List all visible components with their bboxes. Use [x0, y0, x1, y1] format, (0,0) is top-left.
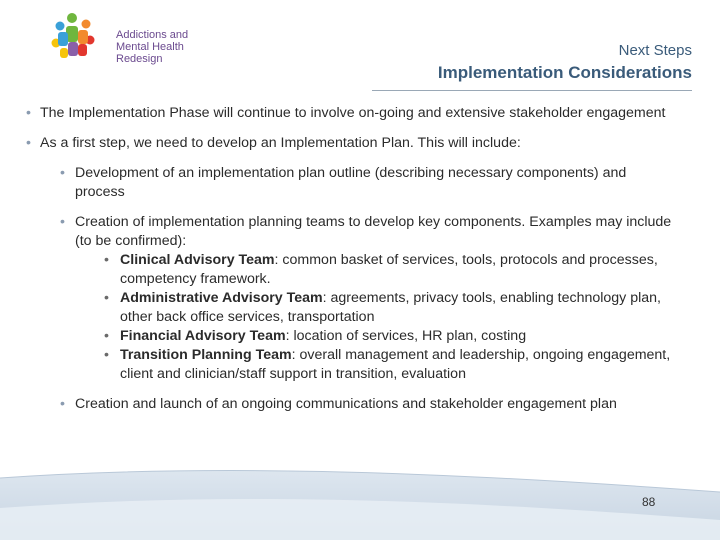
team-description: : agreements, privacy tools, enabling technology plan, other back office services, transportation: [120, 290, 661, 325]
team-description: : location of services, HR plan, costing: [285, 328, 527, 344]
footer-wave-band: [0, 468, 720, 540]
team-item: [26, 327, 676, 346]
logo-line-1: Addictions and: [116, 29, 189, 41]
bullet-text: Creation of implementation planning teams to develop key components. Examples may include (to be confirmed):: [75, 214, 672, 249]
team-item: [26, 346, 676, 384]
bullet-icon: •: [60, 165, 65, 181]
slide-title: Implementation Considerations: [437, 63, 692, 82]
team-description: : overall management and leadership, ongoing engagement, client and clinician/staff support in transition, evaluation: [120, 347, 671, 382]
bullet-text: Creation and launch of an ongoing communications and stakeholder engagement plan: [75, 396, 617, 412]
logo-text: [116, 29, 188, 65]
slide-header: [438, 42, 692, 84]
bullet-text: Development of an implementation plan outline (describing necessary components) and process: [75, 165, 627, 200]
logo-people-icon: [30, 12, 116, 68]
slide-body: [26, 104, 676, 425]
team-description: : common basket of services, tools, protocols and processes, competency framework.: [120, 252, 658, 287]
bullet-icon: •: [104, 328, 109, 344]
bullet-icon: •: [60, 214, 65, 230]
page-number: 88: [642, 495, 656, 509]
logo-line-2: Mental Health: [116, 41, 184, 53]
bullet-text: The Implementation Phase will continue to involve on-going and extensive stakeholder engagement: [40, 105, 666, 121]
bullet-text: As a first step, we need to develop an Implementation Plan. This will include:: [40, 135, 521, 151]
bullet-icon: •: [104, 347, 109, 363]
team-name: Clinical Advisory Team: [120, 252, 275, 268]
teams-list: [26, 251, 676, 384]
logo: [30, 12, 206, 68]
team-name: Financial Advisory Team: [120, 328, 286, 344]
bullet-icon: •: [26, 135, 31, 151]
logo-line-3: Redesign: [116, 53, 163, 65]
bullet-icon: •: [26, 105, 31, 121]
header-divider: [372, 90, 692, 91]
sub-bullet-outline: [26, 164, 676, 202]
team-name: Transition Planning Team: [120, 347, 292, 363]
bullet-icon: •: [104, 252, 109, 268]
bullet-stakeholder-engagement: [26, 104, 676, 123]
sub-bullet-planning-teams: [26, 213, 676, 384]
sub-bullet-communications: [26, 395, 676, 414]
bullet-icon: •: [104, 290, 109, 306]
slide-subtitle: Next Steps: [618, 42, 692, 59]
bullet-icon: •: [60, 396, 65, 412]
team-item: [26, 289, 676, 327]
team-item: [26, 251, 676, 289]
bullet-implementation-plan: [26, 134, 676, 153]
team-name: Administrative Advisory Team: [120, 290, 323, 306]
